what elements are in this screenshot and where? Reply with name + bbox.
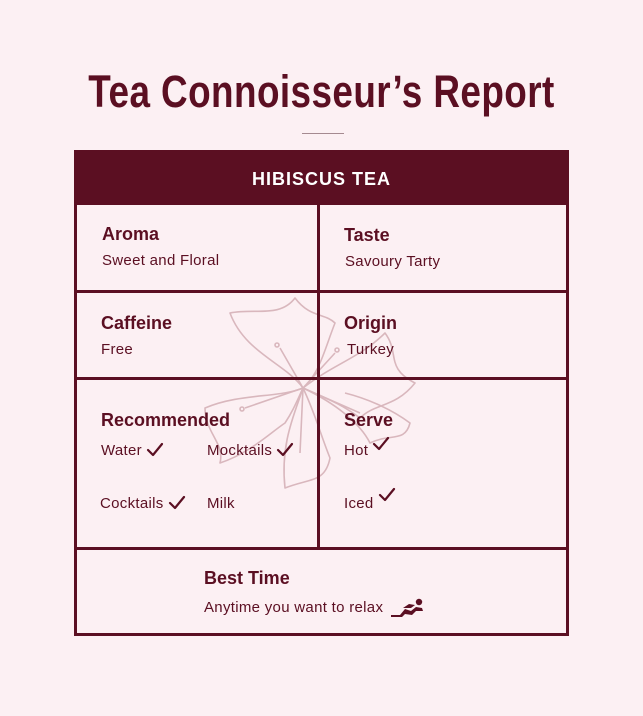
caffeine-label: Caffeine bbox=[101, 313, 173, 333]
row-divider-2 bbox=[77, 377, 566, 380]
check-icon bbox=[276, 442, 294, 458]
recommended-item-label: Milk bbox=[207, 495, 235, 512]
check-icon bbox=[168, 495, 186, 511]
recommended-item-label: Water bbox=[101, 442, 142, 459]
caffeine-value: Free bbox=[101, 341, 134, 358]
card-header: HIBISCUS TEA bbox=[77, 153, 566, 205]
serve-item bbox=[344, 442, 390, 459]
page-title: Tea Connoisseur’s Report bbox=[88, 66, 555, 117]
recommended-item-label: Mocktails bbox=[207, 442, 273, 459]
serve-label: Serve bbox=[344, 410, 394, 430]
serve-item bbox=[344, 495, 396, 512]
row-divider-1 bbox=[77, 290, 566, 293]
recommended-label: Recommended bbox=[101, 410, 231, 430]
tea-report-card bbox=[74, 150, 569, 636]
check-icon bbox=[372, 436, 390, 452]
taste-value: Savoury Tarty bbox=[345, 253, 441, 270]
reclining-person-icon bbox=[389, 598, 427, 618]
taste-label: Taste bbox=[344, 225, 390, 245]
best-time-label: Best Time bbox=[204, 568, 290, 588]
recommended-item bbox=[207, 495, 235, 512]
serve-item-label: Iced bbox=[344, 495, 374, 512]
aroma-value: Sweet and Floral bbox=[102, 252, 220, 269]
column-divider bbox=[317, 205, 320, 547]
recommended-item-label: Cocktails bbox=[100, 495, 164, 512]
title-divider bbox=[302, 133, 344, 134]
check-icon bbox=[146, 442, 164, 458]
serve-item-label: Hot bbox=[344, 442, 369, 459]
row-divider-3 bbox=[77, 547, 566, 550]
recommended-item bbox=[207, 442, 294, 459]
best-time-text: Anytime you want to relax bbox=[204, 598, 384, 616]
recommended-item bbox=[101, 442, 164, 459]
origin-label: Origin bbox=[344, 313, 397, 333]
origin-value: Turkey bbox=[347, 341, 395, 358]
recommended-item bbox=[100, 495, 186, 512]
best-time-value bbox=[204, 598, 427, 618]
check-icon bbox=[378, 487, 396, 503]
aroma-label: Aroma bbox=[102, 224, 160, 244]
